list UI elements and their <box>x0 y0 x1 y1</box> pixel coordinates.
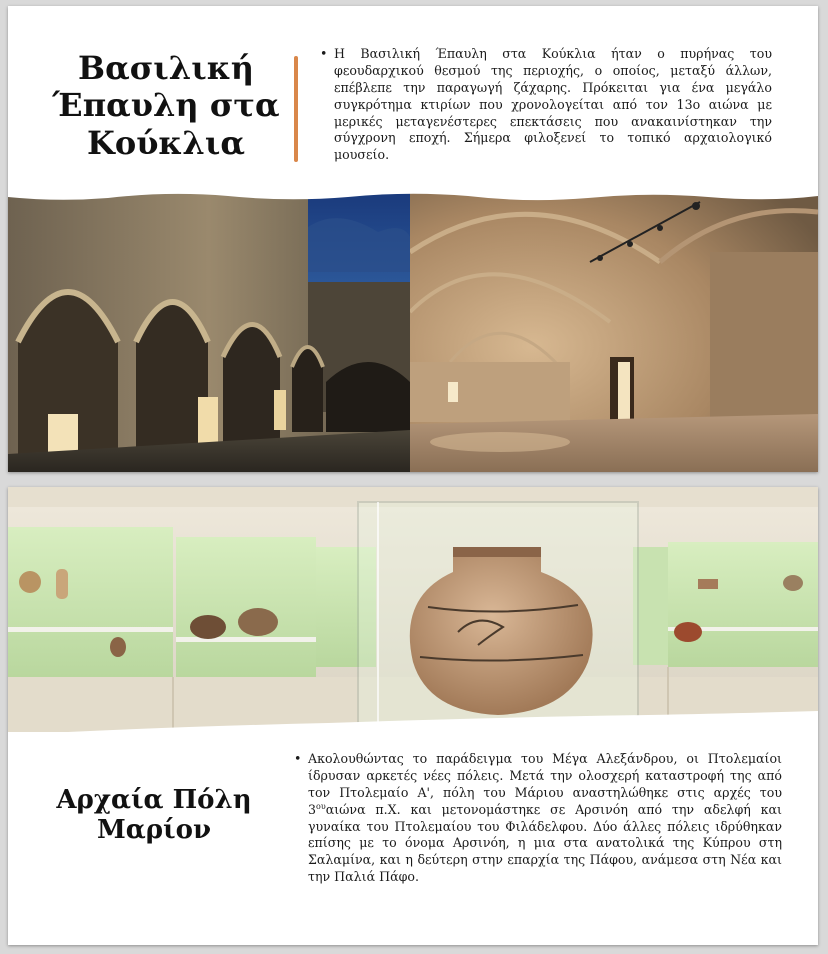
description-bullet: • Η Βασιλική Έπαυλη στα Κούκλια ήταν ο πυρήνας του φεουδαρχικού θεσμού της περιοχής, ο οποίος, μεταξύ άλλων, επέβλεπε την παραγωγή ζάχαρης. Πρόκειται για ένα μεγάλο συγκρότημα κτιρίων που χρονολογείται από τον 13ο αιώνα με μερικές μεταγενέστερες επεκτάσεις που ανακαινίστηκαν την σύγχρονη εποχή. Σήμερα φιλοξενεί το τοπικό αρχαιολογικό μουσείο. <box>320 46 772 164</box>
description-list <box>294 751 782 886</box>
slide-royal-manor <box>8 6 818 472</box>
museum-photo <box>8 487 818 732</box>
torn-edge-top <box>8 188 818 206</box>
torn-edge-bottom <box>8 709 818 739</box>
description-list <box>320 46 772 164</box>
slide-title: Αρχαία Πόλη Μαρίον <box>56 785 252 846</box>
accent-bar <box>294 56 298 162</box>
vaulted-hall-photo <box>410 192 818 472</box>
slide-ancient-marion <box>8 487 818 945</box>
arches-photo <box>8 192 410 472</box>
description-bullet: • Ακολουθώντας το παράδειγμα του Μέγα Αλεξάνδρου, οι Πτολεμαίοι ίδρυσαν αρκετές νέες πόλεις. Μετά την ολοσχερή καταστροφή της από τον Πτολεμαίο Α', πόλη του Μάριου αναστηλώθηκε στις αρχές του $3^{o\upsilon}\alpha\iota ώ\nu\alpha$ π.Χ. και μετονομάστηκε σε Αρσινόη από την αδελφή και γυναίκα του Πτολεμαίου του Φιλάδελφου. Δύο άλλες πόλεις ιδρύθηκαν επίσης με το όνομα Αρσινόη, η μια στα ανατολικά της Κύπρου στη Σαλαμίνα, και η δεύτερη στην επαρχία της Πάφου, ανάμεσα στη Νέα και την Παλιά Πάφο. <box>294 751 782 886</box>
slide-title: Βασιλική Έπαυλη στα Κούκλια <box>52 49 280 162</box>
